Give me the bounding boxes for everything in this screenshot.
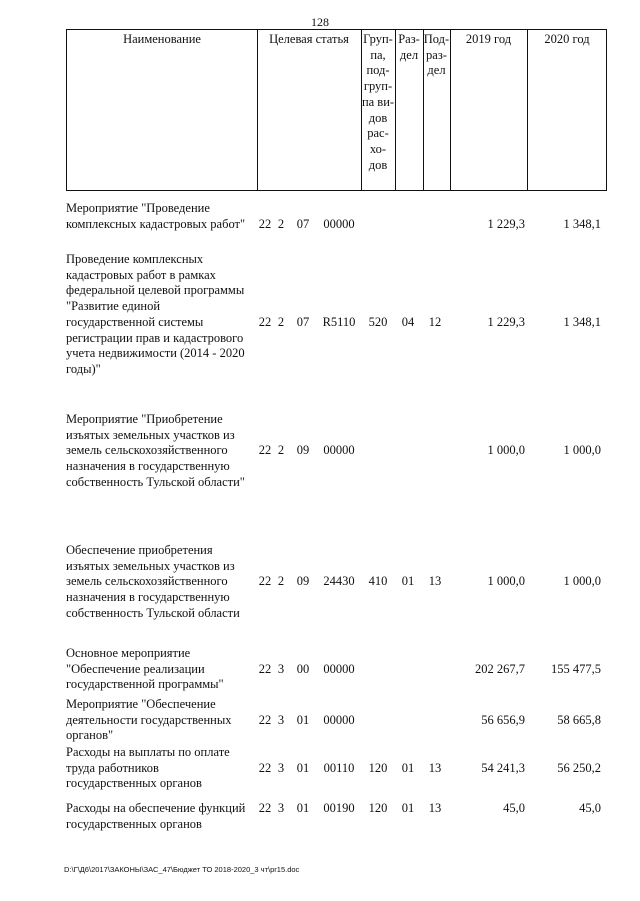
- cell-b: 2: [277, 314, 285, 329]
- cell-d: 00000: [323, 216, 355, 231]
- cell-a: 22: [258, 443, 272, 458]
- cell-v2020: 1 000,0: [563, 443, 601, 458]
- header-year-2019: 2019 год: [465, 32, 512, 46]
- cell-v2019: 54 241,3: [481, 760, 525, 775]
- cell-a: 22: [258, 661, 272, 676]
- cell-v2020: 155 477,5: [551, 661, 601, 676]
- cell-d: 24430: [323, 574, 355, 589]
- cell-d: 00000: [323, 661, 355, 676]
- cell-a: 22: [258, 760, 272, 775]
- cell-v2019: 1 229,3: [487, 216, 525, 231]
- cell-b: 3: [277, 712, 285, 727]
- cell-v2020: 45,0: [579, 801, 601, 815]
- cell-v2019: 202 267,7: [475, 661, 525, 676]
- cell-grp: 520: [368, 314, 388, 329]
- cell-c: 01: [296, 760, 310, 775]
- header-year-2020: 2020 год: [544, 32, 590, 46]
- cell-sub: 13: [428, 801, 442, 815]
- cell-v2020: 1 348,1: [563, 216, 601, 231]
- header-target: Целевая статья: [269, 32, 349, 46]
- cell-sub: 13: [428, 760, 442, 775]
- cell-d: 00110: [323, 760, 355, 775]
- cell-c: 09: [296, 574, 310, 589]
- cell-sub: 13: [428, 574, 442, 589]
- cell-d: 00000: [323, 443, 355, 458]
- cell-a: 22: [258, 712, 272, 727]
- cell-v2019: 1 000,0: [487, 574, 525, 589]
- cell-v2019: 1 229,3: [487, 314, 525, 329]
- cell-v2019: 1 000,0: [487, 443, 525, 458]
- cell-c: 07: [296, 216, 310, 231]
- header-subsection: Под- раз- дел: [423, 32, 450, 78]
- cell-b: 2: [277, 443, 285, 458]
- row-name: Мероприятие "Обеспечение деятельности государственных органов": [66, 697, 232, 743]
- row-name: Расходы на обеспечение функций государственных органов: [66, 801, 246, 831]
- cell-v2020: 1 348,1: [563, 314, 601, 329]
- cell-b: 3: [277, 760, 285, 775]
- row-name: Расходы на выплаты по оплате труда работников государственных органов: [66, 745, 230, 791]
- header-section: Раз- дел: [398, 32, 420, 62]
- cell-a: 22: [258, 574, 272, 589]
- row-name: Мероприятие "Проведение комплексных кадастровых работ": [66, 201, 246, 231]
- file-path-footer: D:\Г\Д6\2017\ЗАКОНЫ\ЗАС_47\Бюджет ТО 2018-2020_3 чт\pr15.doc: [64, 865, 300, 874]
- cell-d: 00190: [323, 801, 355, 815]
- header-name: Наименование: [123, 32, 201, 46]
- cell-c: 01: [296, 712, 310, 727]
- cell-grp: 120: [368, 760, 388, 775]
- cell-v2020: 58 665,8: [557, 712, 601, 727]
- cell-b: 2: [277, 574, 285, 589]
- cell-sec: 01: [401, 801, 415, 815]
- cell-b: 3: [277, 801, 285, 815]
- row-name: Основное мероприятие "Обеспечение реализации государственной программы": [66, 646, 224, 692]
- cell-c: 01: [296, 801, 310, 815]
- row-name: Мероприятие "Приобретение изъятых земельных участков из земель сельскохозяйственного назначения в государственную собственность Тульской области": [66, 412, 245, 489]
- cell-v2020: 56 250,2: [557, 760, 601, 775]
- page-number: 128: [311, 15, 329, 29]
- table-header: [66, 29, 607, 191]
- cell-c: 07: [296, 314, 310, 329]
- row-name: Обеспечение приобретения изъятых земельных участков из земель сельскохозяйственного назначения в государственную собственность Тульской области: [66, 543, 240, 620]
- cell-b: 2: [277, 216, 285, 231]
- row-name: Проведение комплексных кадастровых работ в рамках федеральной целевой программы "Развитие единой государственной системы регистрации прав и кадастрового учета недвижимости (2014 - 2020 годы)": [66, 252, 245, 376]
- cell-v2019: 45,0: [503, 801, 525, 815]
- cell-v2019: 56 656,9: [481, 712, 525, 727]
- cell-d: R5110: [322, 314, 356, 329]
- cell-c: 00: [296, 661, 310, 676]
- cell-sec: 04: [401, 314, 415, 329]
- cell-sec: 01: [401, 574, 415, 589]
- cell-c: 09: [296, 443, 310, 458]
- cell-grp: 410: [368, 574, 388, 589]
- header-group: Груп- па, под- груп- па ви- дов рас- хо- дов: [361, 32, 395, 172]
- cell-sec: 01: [401, 760, 415, 775]
- cell-b: 3: [277, 661, 285, 676]
- cell-d: 00000: [323, 712, 355, 727]
- cell-sub: 12: [428, 314, 442, 329]
- cell-a: 22: [258, 801, 272, 815]
- cell-grp: 120: [368, 801, 388, 815]
- cell-v2020: 1 000,0: [563, 574, 601, 589]
- cell-a: 22: [258, 216, 272, 231]
- cell-a: 22: [258, 314, 272, 329]
